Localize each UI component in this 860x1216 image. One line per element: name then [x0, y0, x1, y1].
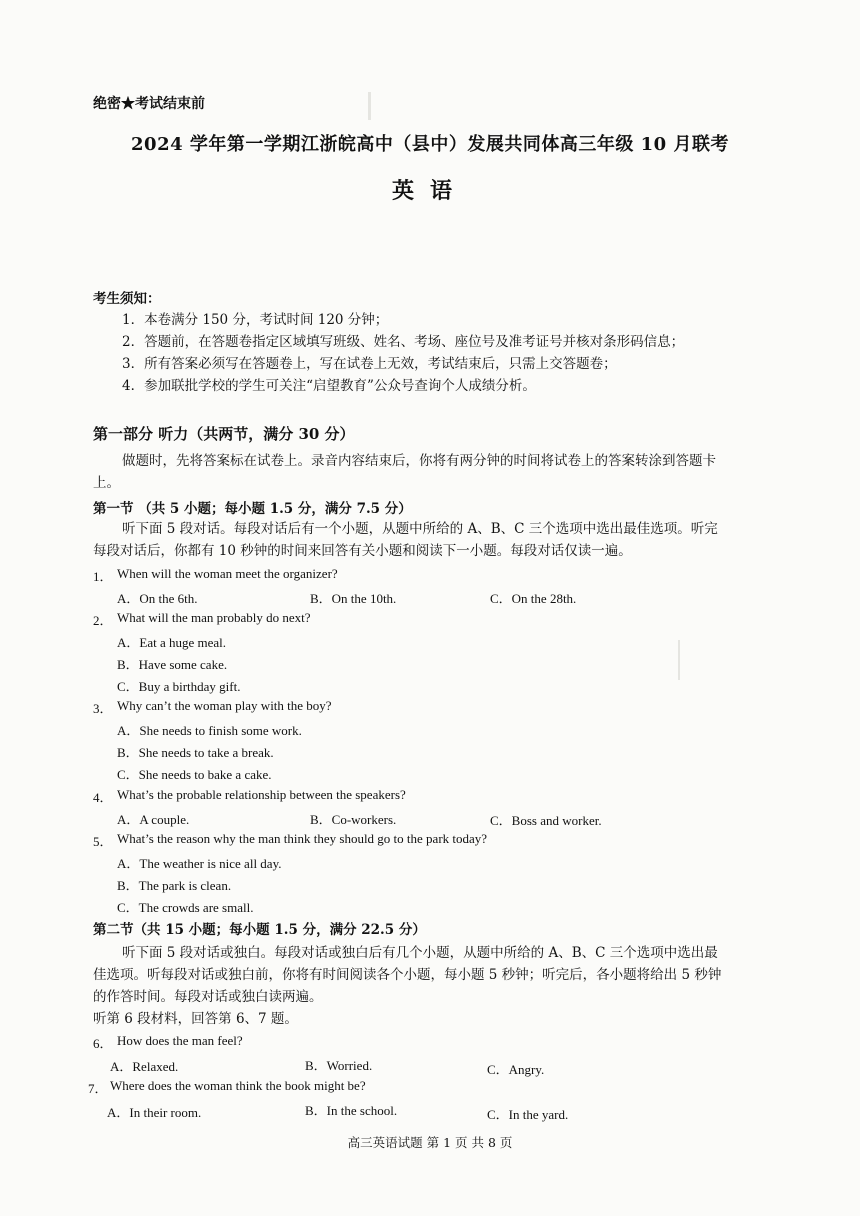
option-b: B．On the 10th.	[310, 591, 397, 606]
option-a: A．She needs to finish some work.	[117, 723, 302, 738]
option-c: C．Angry.	[487, 1062, 545, 1077]
question-number: 1．	[93, 569, 113, 584]
option-c: C．Buy a birthday gift.	[117, 679, 241, 694]
section2-instructions: 的作答时间。每段对话或独白读两遍。	[93, 989, 323, 1005]
question-number: 4．	[93, 790, 113, 805]
notice-item: 1．本卷满分 150 分，考试时间 120 分钟；	[122, 312, 389, 328]
option-a: A．On the 6th.	[117, 591, 198, 606]
question-number: 7．	[88, 1081, 108, 1096]
section2-instructions: 佳选项。听每段对话或独白前，你将有时间阅读各个小题，每小题 5 秒钟；听完后，各小题将给出 5 秒钟	[93, 967, 722, 983]
option-a: A．The weather is nice all day.	[117, 856, 282, 871]
option-b: B．In the school.	[305, 1103, 398, 1118]
page-footer: 高三英语试题 第 1 页 共 8 页	[347, 1135, 513, 1150]
question-text: Why can’t the woman play with the boy?	[117, 698, 332, 713]
question-text: How does the man feel?	[117, 1033, 243, 1048]
question-number: 5．	[93, 834, 113, 849]
question-text: When will the woman meet the organizer?	[117, 566, 338, 581]
part1-intro: 做题时，先将答案标在试卷上。录音内容结束后，你将有两分钟的时间将试卷上的答案转涂到答题卡	[122, 453, 716, 469]
subject-title: 英语	[391, 178, 468, 204]
option-b: B．The park is clean.	[117, 878, 232, 893]
option-b: B．Have some cake.	[117, 657, 228, 672]
notice-item: 4．参加联批学校的学生可关注“启望教育”公众号查询个人成绩分析。	[122, 378, 536, 394]
section2-instructions: 听下面 5 段对话或独白。每段对话或独白后有几个小题，从题中所给的 A、B、C 三个选项中选出最	[122, 945, 718, 961]
question-text: What will the man probably do next?	[117, 610, 311, 625]
material-label: 听第 6 段材料，回答第 6、7 题。	[93, 1011, 298, 1027]
question-text: Where does the woman think the book might be?	[110, 1078, 366, 1093]
option-a: A．Eat a huge meal.	[117, 635, 227, 650]
question-text: What’s the probable relationship between the speakers?	[117, 787, 406, 802]
option-b: B．Worried.	[305, 1058, 373, 1073]
question-text: What’s the reason why the man think they should go to the park today?	[117, 831, 488, 846]
option-c: C．She needs to bake a cake.	[117, 767, 272, 782]
question-number: 2．	[93, 613, 113, 628]
section1-instructions: 每段对话后，你都有 10 秒钟的时间来回答有关小题和阅读下一小题。每段对话仅读一遍。	[93, 543, 632, 559]
option-b: B．Co-workers.	[310, 812, 397, 827]
section2-heading: 第二节（共 15 小题；每小题 1.5 分，满分 22.5 分）	[93, 922, 426, 938]
scan-smudge	[368, 92, 371, 120]
option-a: A．Relaxed.	[110, 1059, 179, 1074]
notice-item: 2．答题前，在答题卷指定区域填写班级、姓名、考场、座位号及准考证号并核对条形码信息；	[122, 334, 685, 350]
part1-intro: 上。	[93, 475, 120, 491]
option-c: C．Boss and worker.	[490, 813, 602, 828]
section1-instructions: 听下面 5 段对话。每段对话后有一个小题，从题中所给的 A、B、C 三个选项中选出最佳选项。听完	[122, 521, 718, 537]
notice-heading: 考生须知：	[93, 291, 161, 307]
option-c: C．On the 28th.	[490, 591, 577, 606]
option-c: C．In the yard.	[487, 1107, 569, 1122]
confidential-label: 绝密★考试结束前	[93, 96, 205, 112]
option-a: A．In their room.	[107, 1105, 202, 1120]
scan-smudge	[678, 640, 680, 680]
option-a: A．A couple.	[117, 812, 190, 827]
option-c: C．The crowds are small.	[117, 900, 254, 915]
question-number: 3．	[93, 701, 113, 716]
exam-title: 2024 学年第一学期江浙皖高中（县中）发展共同体高三年级 10 月联考	[131, 134, 729, 155]
part1-heading: 第一部分 听力（共两节，满分 30 分）	[93, 425, 355, 443]
option-b: B．She needs to take a break.	[117, 745, 274, 760]
question-number: 6．	[93, 1036, 113, 1051]
section1-heading: 第一节 （共 5 小题；每小题 1.5 分，满分 7.5 分）	[93, 501, 412, 517]
notice-item: 3．所有答案必须写在答题卷上，写在试卷上无效，考试结束后，只需上交答题卷；	[122, 356, 617, 372]
